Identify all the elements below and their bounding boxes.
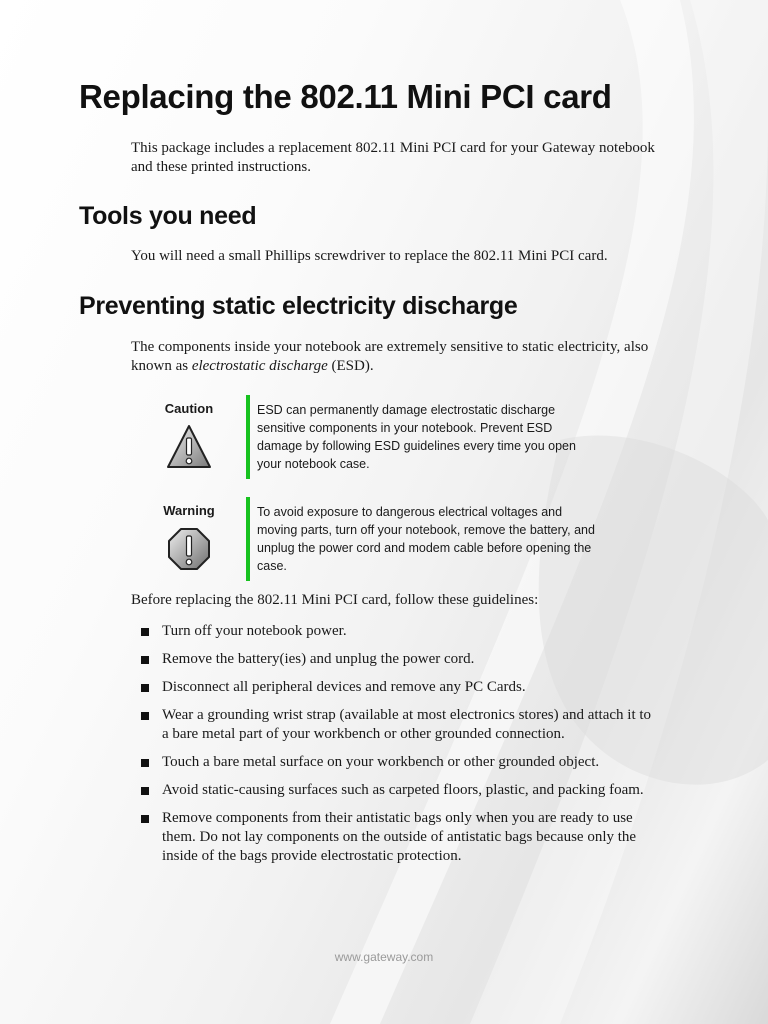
intro-paragraph: This package includes a replacement 802.11 Mini PCI card for your Gateway notebook and these printed instructions. <box>131 140 655 175</box>
static-text-before: The components inside your notebook are extremely sensitive to static electricity, also known as <box>131 339 649 374</box>
warning-notice <box>150 497 610 581</box>
list-item <box>138 706 658 744</box>
footer-url[interactable]: www.gateway.com <box>334 950 434 964</box>
list-item-text: Turn off your notebook power. <box>162 623 347 639</box>
bullet-square-icon <box>141 815 149 823</box>
warning-accent-bar <box>246 497 250 581</box>
tools-heading: Tools you need <box>79 202 257 230</box>
page-title: Replacing the 802.11 Mini PCI card <box>79 78 612 115</box>
list-item-text: Remove the battery(ies) and unplug the power cord. <box>162 651 475 667</box>
guidelines-intro: Before replacing the 802.11 Mini PCI card, follow these guidelines: <box>131 592 539 608</box>
bullet-square-icon <box>141 712 149 720</box>
guidelines-list <box>138 622 658 875</box>
tools-paragraph: You will need a small Phillips screwdriver to replace the 802.11 Mini PCI card. <box>131 248 608 264</box>
bullet-square-icon <box>141 787 149 795</box>
list-item-text: Disconnect all peripheral devices and remove any PC Cards. <box>162 679 526 695</box>
static-heading: Preventing static electricity discharge <box>79 292 518 320</box>
caution-label: Caution <box>164 401 214 416</box>
caution-triangle-icon <box>165 423 213 471</box>
list-item <box>138 781 658 800</box>
list-item-text: Remove components from their antistatic bags only when you are ready to use them. Do not lay components on the outside of antistatic bags because only the inside of the bags provide electrostatic protection. <box>162 810 637 864</box>
list-item <box>138 809 658 866</box>
warning-text: To avoid exposure to dangerous electrical voltages and moving parts, turn off your notebook, remove the battery, and unplug the power cord and modem cable before opening the case. <box>257 505 595 573</box>
list-item <box>138 622 658 641</box>
static-text-emphasis: electrostatic discharge <box>191 358 328 374</box>
warning-label: Warning <box>163 503 215 518</box>
list-item <box>138 650 658 669</box>
list-item-text: Touch a bare metal surface on your workbench or other grounded object. <box>162 754 600 770</box>
static-paragraph <box>131 338 671 376</box>
bullet-square-icon <box>141 628 149 636</box>
bullet-square-icon <box>141 656 149 664</box>
list-item-text: Avoid static-causing surfaces such as carpeted floors, plastic, and packing foam. <box>162 782 644 798</box>
list-item <box>138 678 658 697</box>
caution-accent-bar <box>246 395 250 479</box>
bullet-square-icon <box>141 759 149 767</box>
list-item-text: Wear a grounding wrist strap (available at most electronics stores) and attach it to a bare metal part of your workbench or other grounded connection. <box>162 707 652 742</box>
caution-notice <box>150 395 610 479</box>
caution-text: ESD can permanently damage electrostatic discharge sensitive components in your notebook. Prevent ESD damage by following ESD guidelines every time you open your notebook case. <box>257 403 576 471</box>
warning-octagon-icon <box>165 525 213 573</box>
list-item <box>138 753 658 772</box>
bullet-square-icon <box>141 684 149 692</box>
static-text-after: (ESD). <box>327 358 374 374</box>
